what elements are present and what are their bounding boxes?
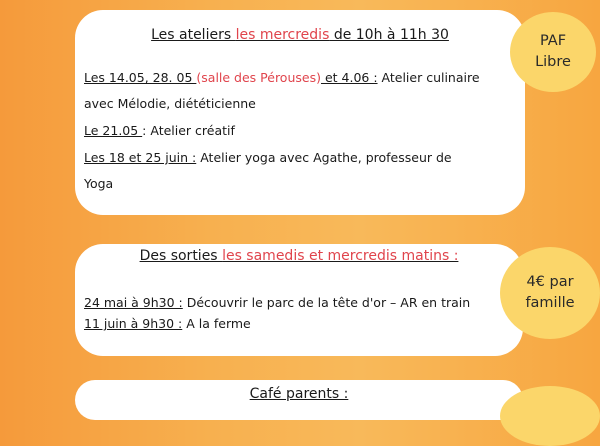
cafe-parents-card bbox=[75, 380, 523, 420]
ateliers-line-yoga-cont: Yoga bbox=[84, 176, 114, 191]
ateliers-culinaire-dates: Les 14.05, 28. 05 bbox=[84, 70, 197, 85]
ateliers-yoga-text: Atelier yoga avec Agathe, professeur de bbox=[196, 150, 452, 165]
price-badge bbox=[500, 247, 600, 339]
ateliers-line-creatif bbox=[84, 123, 235, 138]
sorties-line-parc bbox=[84, 295, 470, 310]
paf-badge-line2: Libre bbox=[535, 54, 571, 70]
sorties-title bbox=[75, 248, 523, 264]
sorties-parc-date: 24 mai à 9h30 : bbox=[84, 295, 183, 310]
cafe-parents-title: Café parents : bbox=[249, 386, 349, 402]
ateliers-creatif-date: Le 21.05 bbox=[84, 123, 143, 138]
sorties-line-ferme bbox=[84, 316, 251, 331]
cafe-parents-badge bbox=[500, 386, 600, 446]
ateliers-line-culinaire-cont: avec Mélodie, diététicienne bbox=[84, 96, 256, 111]
price-badge-line1: 4€ par bbox=[526, 274, 574, 290]
ateliers-line-yoga bbox=[84, 150, 452, 165]
paf-badge-line1: PAF bbox=[539, 33, 567, 49]
sorties-parc-text: Découvrir le parc de la tête d'or – AR en train bbox=[182, 295, 471, 310]
ateliers-title bbox=[75, 27, 525, 43]
sorties-title-prefix: Des sorties bbox=[139, 248, 223, 264]
price-badge-line2: famille bbox=[525, 295, 575, 311]
ateliers-title-prefix: Les ateliers bbox=[151, 27, 236, 43]
sorties-ferme-date: 11 juin à 9h30 : bbox=[84, 316, 183, 331]
ateliers-culinaire-date2: et 4.06 : bbox=[320, 70, 378, 85]
ateliers-yoga-dates: Les 18 et 25 juin : bbox=[84, 150, 197, 165]
ateliers-line-culinaire bbox=[84, 70, 480, 85]
sorties-card bbox=[75, 244, 523, 356]
ateliers-creatif-text: : Atelier créatif bbox=[142, 123, 235, 138]
paf-libre-badge bbox=[510, 12, 596, 92]
ateliers-title-hours: de 10h à 11h 30 bbox=[329, 27, 449, 43]
ateliers-culinaire-text: Atelier culinaire bbox=[377, 70, 480, 85]
ateliers-card bbox=[75, 10, 525, 215]
sorties-title-days: les samedis et mercredis matins : bbox=[222, 248, 459, 264]
ateliers-culinaire-place: (salle des Pérouses) bbox=[196, 70, 321, 85]
ateliers-title-days: les mercredis bbox=[235, 27, 330, 43]
sorties-ferme-text: A la ferme bbox=[182, 316, 251, 331]
